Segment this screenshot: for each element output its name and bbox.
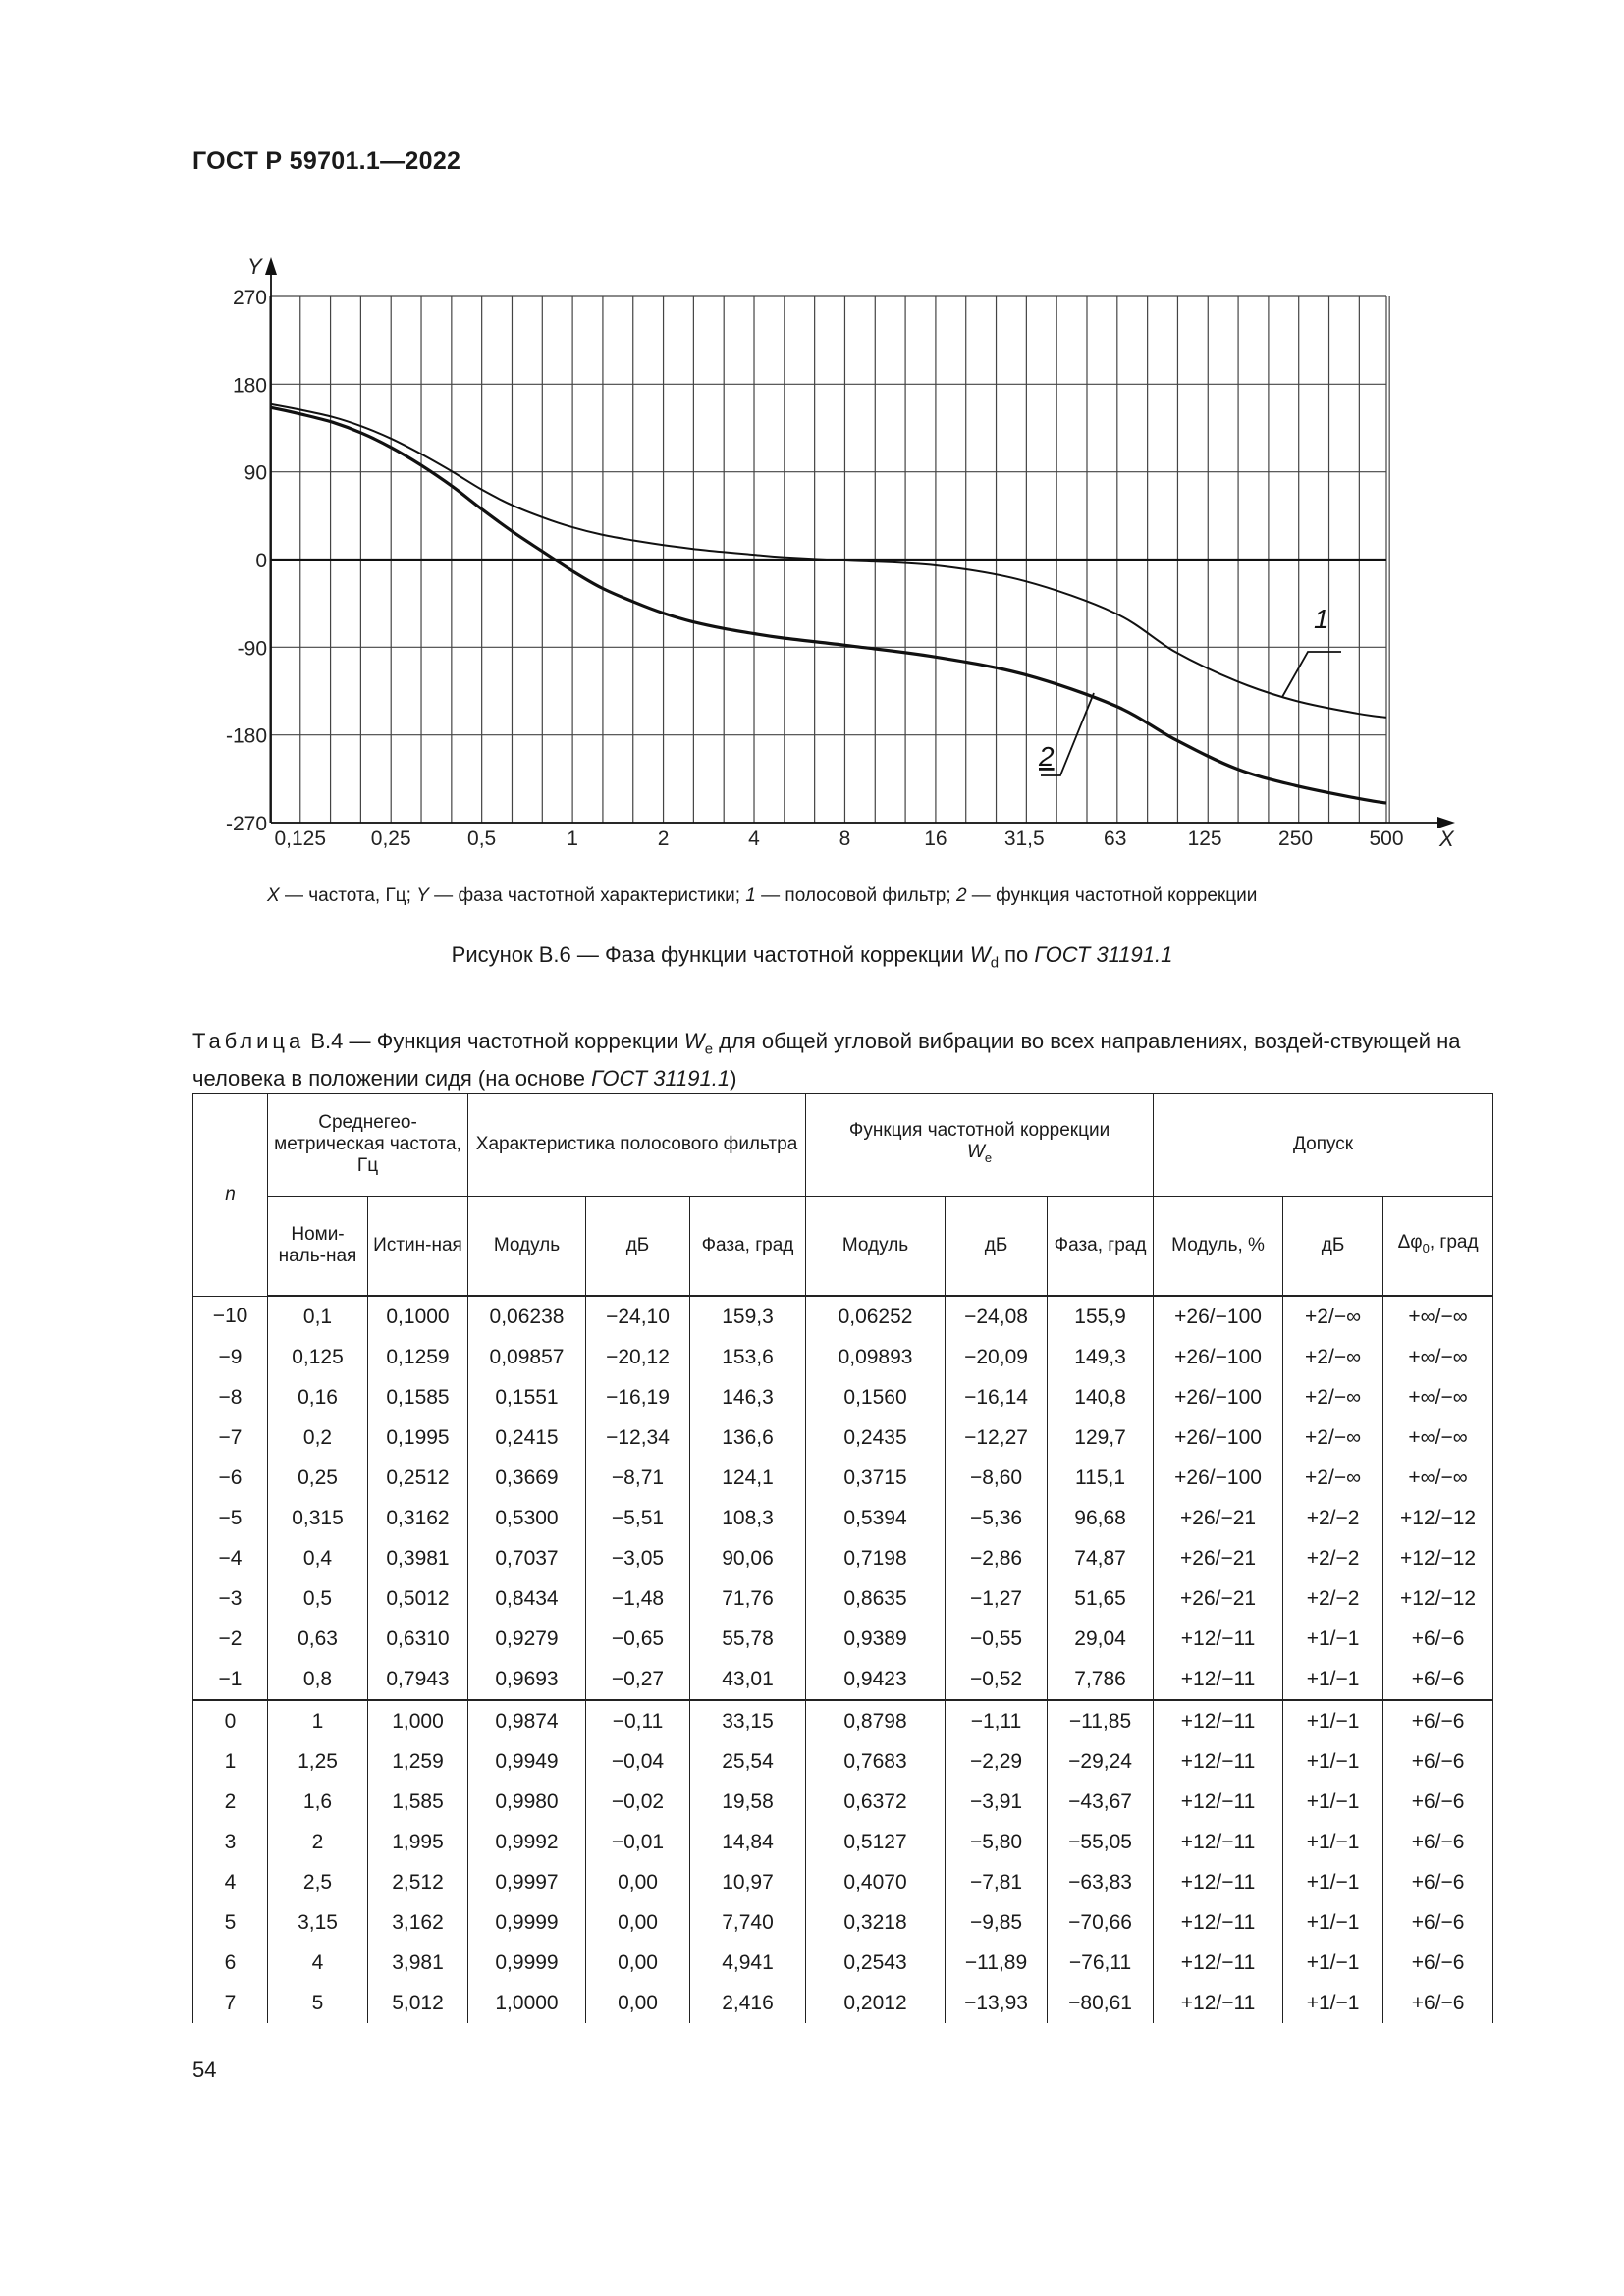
table-cell: 0,8635 — [806, 1578, 946, 1619]
table-cell: 71,76 — [690, 1578, 806, 1619]
table-cell: 146,3 — [690, 1377, 806, 1417]
table-row — [193, 1822, 1493, 1862]
table-cell: 136,6 — [690, 1417, 806, 1458]
table-cell: −16,14 — [946, 1377, 1048, 1417]
table-cell: −2 — [193, 1619, 268, 1659]
table-cell: +6/−6 — [1383, 1659, 1493, 1700]
table-cell: 0,5300 — [468, 1498, 586, 1538]
series-line-2 — [271, 407, 1386, 803]
y-tick-label: 180 — [232, 374, 267, 398]
table-cell: 5,012 — [368, 1983, 468, 2023]
table-cell: −0,02 — [586, 1782, 690, 1822]
table-row — [193, 1983, 1493, 2023]
table-cell: 0,1551 — [468, 1377, 586, 1417]
table-cell: −2,86 — [946, 1538, 1048, 1578]
legend-part: — частота, Гц; — [279, 885, 417, 906]
table-cell: 0,00 — [586, 1862, 690, 1902]
table-cell: 1 — [268, 1700, 368, 1741]
table-cell: 0,7037 — [468, 1538, 586, 1578]
y-tick-label: -270 — [225, 813, 267, 835]
table-cell: +∞/−∞ — [1383, 1337, 1493, 1377]
table-cell: 43,01 — [690, 1659, 806, 1700]
table-cell: +6/−6 — [1383, 1902, 1493, 1943]
table-cell: 0,3981 — [368, 1538, 468, 1578]
header-w-modulus: Модуль — [806, 1197, 946, 1297]
table-cell: +1/−1 — [1283, 1862, 1383, 1902]
table-cell: −7,81 — [946, 1862, 1048, 1902]
table-cell: 25,54 — [690, 1741, 806, 1782]
table-cell: 51,65 — [1048, 1578, 1154, 1619]
table-cell: 0,09893 — [806, 1337, 946, 1377]
x-tick-label: 63 — [1104, 828, 1127, 850]
table-cell: +12/−11 — [1154, 1822, 1283, 1862]
x-tick-label: 0,25 — [370, 828, 411, 850]
table-cell: +12/−11 — [1154, 1700, 1283, 1741]
table-cell: 0,1 — [268, 1296, 368, 1337]
table-cell: 0,1585 — [368, 1377, 468, 1417]
table-cell: 0,9949 — [468, 1741, 586, 1782]
table-cell: 5 — [193, 1902, 268, 1943]
table-cell: 0,9997 — [468, 1862, 586, 1902]
table-cell: −16,19 — [586, 1377, 690, 1417]
table-cell: 0,1259 — [368, 1337, 468, 1377]
header-bp-db: дБ — [586, 1197, 690, 1297]
table-cell: 90,06 — [690, 1538, 806, 1578]
table-cell: 1,6 — [268, 1782, 368, 1822]
table-cell: −3,05 — [586, 1538, 690, 1578]
table-row — [193, 1377, 1493, 1417]
x-tick-label: 500 — [1369, 828, 1404, 850]
table-cell: +6/−6 — [1383, 1943, 1493, 1983]
table-cell: 0,5394 — [806, 1498, 946, 1538]
table-cell: +∞/−∞ — [1383, 1417, 1493, 1458]
table-cell: +2/−2 — [1283, 1578, 1383, 1619]
table-cell: +26/−100 — [1154, 1296, 1283, 1337]
header-n: n — [193, 1094, 268, 1297]
table-cell: 0,3162 — [368, 1498, 468, 1538]
table-cell: −0,04 — [586, 1741, 690, 1782]
table-cell: 1,25 — [268, 1741, 368, 1782]
table-cell: 0,1000 — [368, 1296, 468, 1337]
table-cell: 0,3715 — [806, 1458, 946, 1498]
table-cell: 0,4 — [268, 1538, 368, 1578]
table-cell: 0,5 — [268, 1578, 368, 1619]
table-cell: −63,83 — [1048, 1862, 1154, 1902]
x-tick-label: 2 — [657, 828, 670, 850]
table-cell: −3,91 — [946, 1782, 1048, 1822]
table-cell: 159,3 — [690, 1296, 806, 1337]
table-cell: −12,34 — [586, 1417, 690, 1458]
table-cell: −1 — [193, 1659, 268, 1700]
table-row — [193, 1943, 1493, 1983]
header-w-phase: Фаза, град — [1048, 1197, 1154, 1297]
y-tick-label: 90 — [244, 461, 267, 485]
header-weighting: Функция частотной коррекции $W_e$ — [806, 1094, 1154, 1197]
table-cell: 1,259 — [368, 1741, 468, 1782]
table-cell: 0,125 — [268, 1337, 368, 1377]
legend-part: X — [267, 885, 280, 906]
table-cell: −9 — [193, 1337, 268, 1377]
table-cell: −1,27 — [946, 1578, 1048, 1619]
table-cell: 0,8798 — [806, 1700, 946, 1741]
x-axis-label: X — [1439, 827, 1454, 851]
table-row — [193, 1578, 1493, 1619]
table-cell: +12/−11 — [1154, 1943, 1283, 1983]
legend-part: — функция частотной коррекции — [966, 885, 1258, 906]
table-cell: +1/−1 — [1283, 1741, 1383, 1782]
table-cell: 4 — [193, 1862, 268, 1902]
table-cell: +6/−6 — [1383, 1619, 1493, 1659]
figure-legend — [267, 885, 1432, 907]
table-cell: −5 — [193, 1498, 268, 1538]
table-cell: +12/−11 — [1154, 1782, 1283, 1822]
table-cell: 0 — [193, 1700, 268, 1741]
header-tol-db: дБ — [1283, 1197, 1383, 1297]
table-cell: +6/−6 — [1383, 1822, 1493, 1862]
table-cell: 2 — [268, 1822, 368, 1862]
table-cell: −70,66 — [1048, 1902, 1154, 1943]
table-cell: 0,1560 — [806, 1377, 946, 1417]
table-cell: 124,1 — [690, 1458, 806, 1498]
table-cell: +12/−11 — [1154, 1902, 1283, 1943]
table-cell: 155,9 — [1048, 1296, 1154, 1337]
table-cell: −11,85 — [1048, 1700, 1154, 1741]
table-cell: 0,1995 — [368, 1417, 468, 1458]
table-cell: 2,5 — [268, 1862, 368, 1902]
table-cell: 0,8434 — [468, 1578, 586, 1619]
table-cell: +12/−11 — [1154, 1862, 1283, 1902]
table-cell: +6/−6 — [1383, 1741, 1493, 1782]
table-cell: 0,2415 — [468, 1417, 586, 1458]
table-cell: 1,0000 — [468, 1983, 586, 2023]
y-tick-label: 270 — [232, 287, 267, 309]
table-cell: +12/−11 — [1154, 1741, 1283, 1782]
table-cell: 1,585 — [368, 1782, 468, 1822]
table-cell: 1 — [193, 1741, 268, 1782]
table-row — [193, 1902, 1493, 1943]
table-cell: +2/−2 — [1283, 1498, 1383, 1538]
header-bp-phase: Фаза, град — [690, 1197, 806, 1297]
header-w-db: дБ — [946, 1197, 1048, 1297]
table-cell: +26/−100 — [1154, 1377, 1283, 1417]
table-cell: 3 — [193, 1822, 268, 1862]
table-cell: 3,15 — [268, 1902, 368, 1943]
table-cell: +1/−1 — [1283, 1619, 1383, 1659]
table-cell: 0,5012 — [368, 1578, 468, 1619]
table-row — [193, 1337, 1493, 1377]
table-row — [193, 1417, 1493, 1458]
table-cell: 0,9874 — [468, 1700, 586, 1741]
table-cell: 96,68 — [1048, 1498, 1154, 1538]
table-cell: +1/−1 — [1283, 1659, 1383, 1700]
table-cell: −24,10 — [586, 1296, 690, 1337]
table-cell: 0,8 — [268, 1659, 368, 1700]
table-cell: 0,25 — [268, 1458, 368, 1498]
table-cell: −3 — [193, 1578, 268, 1619]
table-cell: −20,12 — [586, 1337, 690, 1377]
table-cell: +1/−1 — [1283, 1943, 1383, 1983]
table-row — [193, 1659, 1493, 1700]
x-tick-label: 1 — [567, 828, 578, 850]
header-tol-phase: $\Delta\varphi_0$, град — [1383, 1197, 1493, 1297]
table-cell: 0,6372 — [806, 1782, 946, 1822]
table-cell: +∞/−∞ — [1383, 1377, 1493, 1417]
x-tick-label: 125 — [1187, 828, 1222, 850]
table-cell: +12/−11 — [1154, 1983, 1283, 2023]
table-cell: 2 — [193, 1782, 268, 1822]
table-row — [193, 1700, 1493, 1741]
table-cell: +1/−1 — [1283, 1983, 1383, 2023]
table-cell: 4,941 — [690, 1943, 806, 1983]
table-cell: 0,3218 — [806, 1902, 946, 1943]
table-row — [193, 1296, 1493, 1337]
header-tol-modulus: Модуль, % — [1154, 1197, 1283, 1297]
table-cell: +6/−6 — [1383, 1782, 1493, 1822]
table-cell: +2/−∞ — [1283, 1458, 1383, 1498]
table-cell: 55,78 — [690, 1619, 806, 1659]
table-cell: 0,06238 — [468, 1296, 586, 1337]
annotation-leader-1 — [1282, 652, 1341, 697]
legend-part: — фаза частотной характеристики; — [428, 885, 746, 906]
table-cell: −0,11 — [586, 1700, 690, 1741]
table-cell: +2/−∞ — [1283, 1337, 1383, 1377]
table-cell: 2,512 — [368, 1862, 468, 1902]
table-cell: 0,2012 — [806, 1983, 946, 2023]
table-cell: −8,60 — [946, 1458, 1048, 1498]
legend-part: Y — [416, 885, 429, 906]
table-cell: 0,3669 — [468, 1458, 586, 1498]
x-tick-label: 0,5 — [467, 828, 497, 850]
table-cell: 1,995 — [368, 1822, 468, 1862]
table-cell: −20,09 — [946, 1337, 1048, 1377]
table-cell: 0,2 — [268, 1417, 368, 1458]
table-cell: 10,97 — [690, 1862, 806, 1902]
header-bandpass: Характеристика полосового фильтра — [468, 1094, 806, 1197]
table-cell: 6 — [193, 1943, 268, 1983]
table-cell: 0,4070 — [806, 1862, 946, 1902]
table-cell: 0,9999 — [468, 1943, 586, 1983]
table-cell: 0,00 — [586, 1902, 690, 1943]
table-cell: −5,80 — [946, 1822, 1048, 1862]
table-cell: −9,85 — [946, 1902, 1048, 1943]
table-cell: 153,6 — [690, 1337, 806, 1377]
table-cell: −1,48 — [586, 1578, 690, 1619]
table-row — [193, 1782, 1493, 1822]
table-cell: −7 — [193, 1417, 268, 1458]
table-cell: −0,52 — [946, 1659, 1048, 1700]
table-cell: 3,162 — [368, 1902, 468, 1943]
table-cell: −0,55 — [946, 1619, 1048, 1659]
table-cell: −11,89 — [946, 1943, 1048, 1983]
table-cell: 7 — [193, 1983, 268, 2023]
table-cell: −6 — [193, 1458, 268, 1498]
table-cell: 0,9992 — [468, 1822, 586, 1862]
x-tick-label: 16 — [924, 828, 947, 850]
annotation-label-2: 2 — [1039, 741, 1055, 772]
y-tick-label: -90 — [237, 637, 267, 661]
table-cell: +26/−100 — [1154, 1337, 1283, 1377]
table-cell: 0,9980 — [468, 1782, 586, 1822]
legend-part: — полосовой фильтр; — [755, 885, 956, 906]
header-tolerance: Допуск — [1154, 1094, 1493, 1197]
table-cell: −2,29 — [946, 1741, 1048, 1782]
figure-caption: Рисунок В.6 — Фаза функции частотной коррекции $W_d$ по ГОСТ 31191.1 — [451, 942, 1173, 972]
x-tick-label: 31,5 — [1003, 828, 1045, 850]
table-cell: 0,9999 — [468, 1902, 586, 1943]
table-cell: 0,2512 — [368, 1458, 468, 1498]
y-axis-label: Y — [247, 254, 262, 279]
table-cell: −5,36 — [946, 1498, 1048, 1538]
table-cell: 0,2435 — [806, 1417, 946, 1458]
table-cell: 0,00 — [586, 1983, 690, 2023]
table-cell: +26/−21 — [1154, 1578, 1283, 1619]
table-row — [193, 1458, 1493, 1498]
table-cell: 129,7 — [1048, 1417, 1154, 1458]
table-row — [193, 1862, 1493, 1902]
table-cell: 5 — [268, 1983, 368, 2023]
table-cell: 0,5127 — [806, 1822, 946, 1862]
table-cell: 0,16 — [268, 1377, 368, 1417]
table-cell: 4 — [268, 1943, 368, 1983]
table-row — [193, 1538, 1493, 1578]
table-cell: −0,65 — [586, 1619, 690, 1659]
header-true: Истин-ная — [368, 1197, 468, 1297]
table-cell: +2/−∞ — [1283, 1417, 1383, 1458]
y-tick-label: 0 — [255, 550, 267, 572]
table-cell: −0,01 — [586, 1822, 690, 1862]
legend-part: 1 — [745, 885, 756, 906]
table-row — [193, 1741, 1493, 1782]
table-cell: +1/−1 — [1283, 1700, 1383, 1741]
table-cell: 74,87 — [1048, 1538, 1154, 1578]
table-cell: 29,04 — [1048, 1619, 1154, 1659]
table-cell: 115,1 — [1048, 1458, 1154, 1498]
table-cell: 0,9389 — [806, 1619, 946, 1659]
table-cell: 0,7943 — [368, 1659, 468, 1700]
table-cell: +6/−6 — [1383, 1862, 1493, 1902]
x-tick-label: 250 — [1278, 828, 1314, 850]
table-cell: −10 — [193, 1296, 268, 1337]
x-tick-label: 0,125 — [274, 828, 327, 850]
table-cell: +12/−12 — [1383, 1498, 1493, 1538]
table-cell: 149,3 — [1048, 1337, 1154, 1377]
x-tick-label: 4 — [748, 828, 760, 850]
table-cell: −43,67 — [1048, 1782, 1154, 1822]
header-mean-frequency: Среднегео-метрическая частота, Гц — [268, 1094, 468, 1197]
table-cell: 0,09857 — [468, 1337, 586, 1377]
table-cell: +26/−21 — [1154, 1498, 1283, 1538]
table-row — [193, 1498, 1493, 1538]
weighting-table — [192, 1093, 1493, 2023]
table-cell: +6/−6 — [1383, 1700, 1493, 1741]
table-cell: −8,71 — [586, 1458, 690, 1498]
table-cell: +12/−11 — [1154, 1619, 1283, 1659]
table-cell: +6/−6 — [1383, 1983, 1493, 2023]
table-cell: 19,58 — [690, 1782, 806, 1822]
table-cell: 0,2543 — [806, 1943, 946, 1983]
table-cell: +26/−100 — [1154, 1417, 1283, 1458]
table-cell: 0,6310 — [368, 1619, 468, 1659]
table-cell: 0,7198 — [806, 1538, 946, 1578]
table-cell: 0,06252 — [806, 1296, 946, 1337]
table-cell: −76,11 — [1048, 1943, 1154, 1983]
y-tick-label: -180 — [225, 724, 267, 748]
table-cell: −24,08 — [946, 1296, 1048, 1337]
table-cell: 0,7683 — [806, 1741, 946, 1782]
header-bp-modulus: Модуль — [468, 1197, 586, 1297]
table-cell: +12/−12 — [1383, 1538, 1493, 1578]
table-cell: +2/−∞ — [1283, 1296, 1383, 1337]
table-cell: 0,9693 — [468, 1659, 586, 1700]
table-cell: +1/−1 — [1283, 1902, 1383, 1943]
series-line-1 — [271, 404, 1386, 718]
y-axis-arrow-icon — [265, 257, 277, 275]
table-cell: 108,3 — [690, 1498, 806, 1538]
table-cell: 0,63 — [268, 1619, 368, 1659]
page-number: 54 — [192, 2057, 217, 2082]
table-cell: −1,11 — [946, 1700, 1048, 1741]
table-cell: 7,740 — [690, 1902, 806, 1943]
table-cell: +12/−11 — [1154, 1659, 1283, 1700]
table-cell: +26/−21 — [1154, 1538, 1283, 1578]
table-cell: 0,00 — [586, 1943, 690, 1983]
table-cell: +1/−1 — [1283, 1782, 1383, 1822]
table-cell: 0,315 — [268, 1498, 368, 1538]
table-cell: +∞/−∞ — [1383, 1458, 1493, 1498]
table-cell: −5,51 — [586, 1498, 690, 1538]
table-cell: −12,27 — [946, 1417, 1048, 1458]
header-nominal: Номи-наль-ная — [268, 1197, 368, 1297]
document-code: ГОСТ Р 59701.1—2022 — [192, 147, 461, 175]
table-cell: −13,93 — [946, 1983, 1048, 2023]
table-cell: −29,24 — [1048, 1741, 1154, 1782]
legend-part: 2 — [955, 885, 967, 906]
table-cell: −80,61 — [1048, 1983, 1154, 2023]
table-cell: 0,9279 — [468, 1619, 586, 1659]
table-cell: −55,05 — [1048, 1822, 1154, 1862]
table-cell: 3,981 — [368, 1943, 468, 1983]
table-cell: −8 — [193, 1377, 268, 1417]
table-row — [193, 1619, 1493, 1659]
table-cell: 14,84 — [690, 1822, 806, 1862]
table-cell: +1/−1 — [1283, 1822, 1383, 1862]
x-tick-label: 8 — [839, 828, 851, 850]
phase-chart — [0, 0, 1624, 883]
table-cell: 1,000 — [368, 1700, 468, 1741]
table-cell: +2/−∞ — [1283, 1377, 1383, 1417]
table-cell: +12/−12 — [1383, 1578, 1493, 1619]
table-cell: 140,8 — [1048, 1377, 1154, 1417]
table-cell: +2/−2 — [1283, 1538, 1383, 1578]
table-cell: 2,416 — [690, 1983, 806, 2023]
table-cell: +26/−100 — [1154, 1458, 1283, 1498]
table-title: Таблица В.4 — Функция частотной коррекции $W_e$ для общей угловой вибрации во всех направлениях, воздей-ствующей на человека в положении сидя (на основе ГОСТ 31191.1) — [192, 1029, 1461, 1092]
table-cell: −0,27 — [586, 1659, 690, 1700]
table-cell: −4 — [193, 1538, 268, 1578]
table-cell: 7,786 — [1048, 1659, 1154, 1700]
annotation-label-1: 1 — [1314, 604, 1329, 634]
table-cell: +∞/−∞ — [1383, 1296, 1493, 1337]
table-cell: 0,9423 — [806, 1659, 946, 1700]
table-cell: 33,15 — [690, 1700, 806, 1741]
